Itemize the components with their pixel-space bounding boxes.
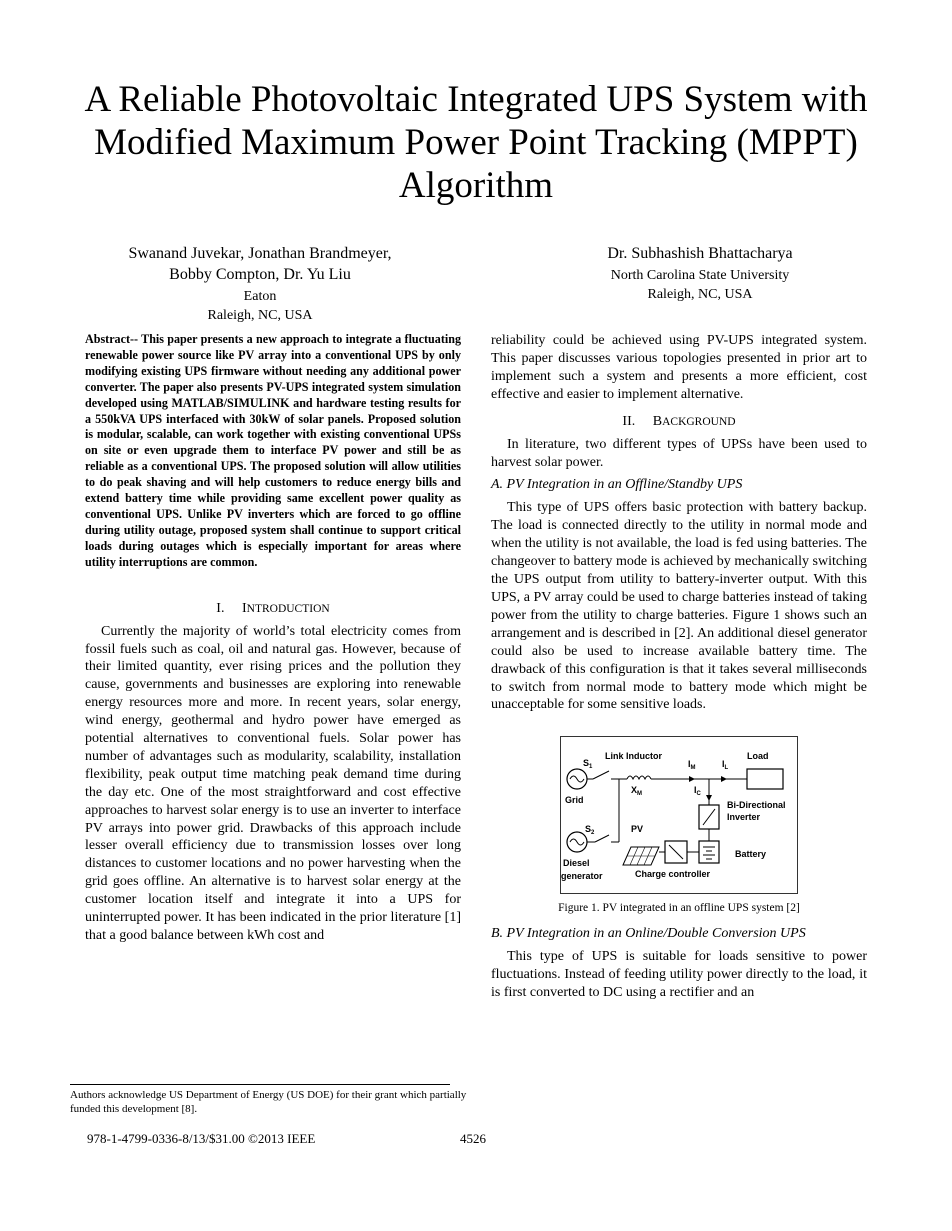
section-heading-background bbox=[491, 414, 867, 430]
label-s1: $S_1$ bbox=[583, 758, 593, 771]
author-affiliation-left: Eaton bbox=[243, 289, 277, 304]
subsection-a-paragraph: This type of UPS offers basic protection with battery backup. The load is connected directly to the utility in normal mode and when the utility is not available, the load is fed using batteries. The changeover to battery mode is achieved by mechanically switching the UPS output from utility to battery-inverter output. With this UPS, a PV array could be used to charge batteries instead of taking power from the utility to charge batteries. Figure 1 shows such an arrangement and is described in [2]. An additional diesel generator could also be used to increase available battery time. The drawback of this configuration is that it takes several milliseconds to switch from normal mode to battery mode which might be unacceptable for some sensitive loads. bbox=[491, 500, 867, 713]
section-number: I. bbox=[216, 600, 225, 616]
label-inverter: Inverter bbox=[727, 812, 761, 823]
inverter-diagonal bbox=[703, 809, 715, 825]
switch-s2 bbox=[595, 835, 609, 842]
footnote: Authors acknowledge US Department of Energy (US DOE) for their grant which partially funded this development [8]. bbox=[70, 1089, 467, 1115]
section-number: II. bbox=[622, 413, 636, 429]
abstract: Abstract-- This paper presents a new approach to integrate a fluctuating renewable power source like PV array into a conventional UPS by only modifying existing UPS firmware without needing any additional power converter. The paper also presents PV-UPS integrated system simulation developed using MATLAB/SIMULINK and hardware testing results for a 550kVA UPS interfaced with 30kW of solar panels. Proposed solution is modular, scalable, can work together with existing conventional UPSs on site or even upgrade them to interface PV power and still be as reliable as a conventional UPS. The proposed solution will allow utilities to do peak shaving and will help customers to reduce energy bills and extend battery time while providing same excellent power quality as conventional UPS. Unlike PV inverters which are forced to go offline during utility outage, proposed system shall continue to support critical loads during outages which is especially important for areas where utility interruptions are common. bbox=[85, 332, 461, 569]
title-line-3: Algorithm bbox=[398, 165, 554, 206]
title-line-1: A Reliable Photovoltaic Integrated UPS System with bbox=[84, 79, 868, 120]
subsection-heading-b: B. PV Integration in an Online/Double Conversion UPS bbox=[491, 926, 806, 942]
ac-wave-icon bbox=[570, 776, 584, 782]
load-box bbox=[747, 769, 783, 789]
label-s2: $S_2$ bbox=[585, 824, 595, 837]
label-im: $I_M$ bbox=[688, 759, 696, 772]
footer-isbn: 978-1-4799-0336-8/13/$31.00 ©2013 IEEE bbox=[87, 1131, 316, 1146]
link-inductor-symbol bbox=[627, 776, 651, 779]
label-xm: $X_M$ bbox=[631, 785, 643, 798]
figure-1-caption: Figure 1. PV integrated in an offline UPS system [2] bbox=[558, 902, 800, 915]
subsection-heading-a: A. PV Integration in an Offline/Standby UPS bbox=[491, 477, 743, 493]
author-names-line-1: Swanand Juvekar, Jonathan Brandmeyer, bbox=[128, 245, 392, 262]
current-arrow-icon bbox=[721, 776, 727, 782]
current-arrow-icon bbox=[689, 776, 695, 782]
author-affiliation-right: North Carolina State University bbox=[610, 268, 790, 283]
label-charge-controller: Charge controller bbox=[635, 869, 711, 880]
current-arrow-icon bbox=[706, 795, 712, 801]
offline-ups-circuit-diagram bbox=[561, 737, 797, 893]
label-bidirectional: Bi-Directional bbox=[727, 800, 786, 811]
footer-page-number: 4526 bbox=[460, 1131, 486, 1146]
section-initial: B bbox=[652, 413, 663, 429]
section-title-rest: ACKGROUND bbox=[662, 415, 736, 428]
author-location-right: Raleigh, NC, USA bbox=[647, 287, 753, 302]
left-column bbox=[85, 332, 461, 945]
paper-title bbox=[40, 78, 912, 207]
background-paragraph: In literature, two different types of UPSs have been used to harvest solar power. bbox=[491, 436, 867, 470]
label-load: Load bbox=[747, 751, 769, 762]
label-ic: $I_C$ bbox=[694, 785, 701, 798]
ac-wave-icon bbox=[570, 839, 584, 845]
title-line-2: Modified Maximum Power Point Tracking (MPPT) bbox=[94, 122, 858, 163]
right-column bbox=[491, 332, 867, 1002]
introduction-paragraph: Currently the majority of world’s total electricity comes from fossil fuels such as coal, oil and natural gas. However, because of their limited quantity, ever rising prices and the pollution they cause, governments and businesses are exploring into renewable energy resources more and more. In recent years, solar energy, wind energy, geothermal and hydro power have emerged as potential alternatives to conventional fuels. Solar power has number of advantages such as modularity, scalability, installation flexibility, peak output time matching peak demand time during the day etc. One of the most straightforward and cost effective approaches to harvest solar energy is to use an inverter to interface PV arrays into power grid. Drawbacks of this approach include lesser overall efficiency due to transmission losses over long distances to customer locations and no power harvesting when the grid goes offline. An alternative is to harvest solar energy at the customer location itself and integrate it into a UPS for uninterrupted power. It has been indicated in the prior literature [1] that a good balance between kWh cost and bbox=[85, 623, 461, 943]
author-names-line-2: Bobby Compton, Dr. Yu Liu bbox=[169, 266, 351, 283]
section-heading-introduction bbox=[85, 601, 461, 617]
label-pv: PV bbox=[631, 824, 644, 835]
label-grid: Grid bbox=[565, 795, 584, 806]
switch-s1 bbox=[593, 771, 609, 779]
author-location-left: Raleigh, NC, USA bbox=[207, 308, 313, 323]
label-battery: Battery bbox=[735, 849, 767, 860]
section-title-rest: NTRODUCTION bbox=[246, 602, 330, 615]
author-block-right bbox=[560, 243, 840, 304]
label-diesel: Diesel bbox=[563, 858, 590, 869]
author-name-right: Dr. Subhashish Bhattacharya bbox=[607, 245, 793, 262]
continuation-paragraph: reliability could be achieved using PV-UPS integrated system. This paper discusses various topologies presented in prior art to implement such a system and presents a more efficient, cost effective and easier to implement alternative. bbox=[491, 333, 867, 402]
figure-1-diagram bbox=[560, 736, 798, 894]
label-link-inductor: Link Inductor bbox=[605, 751, 662, 762]
footnote-divider bbox=[70, 1084, 450, 1085]
author-block-left bbox=[100, 243, 420, 325]
battery-box bbox=[699, 841, 719, 863]
label-il: $I_L$ bbox=[722, 759, 729, 772]
section-initial: I bbox=[241, 600, 247, 616]
subsection-b-paragraph: This type of UPS is suitable for loads sensitive to power fluctuations. Instead of feeding utility power directly to the load, it is first converted to DC using a rectifier and an bbox=[491, 949, 867, 1001]
label-generator: generator bbox=[561, 871, 603, 882]
controller-diagonal bbox=[669, 845, 683, 859]
